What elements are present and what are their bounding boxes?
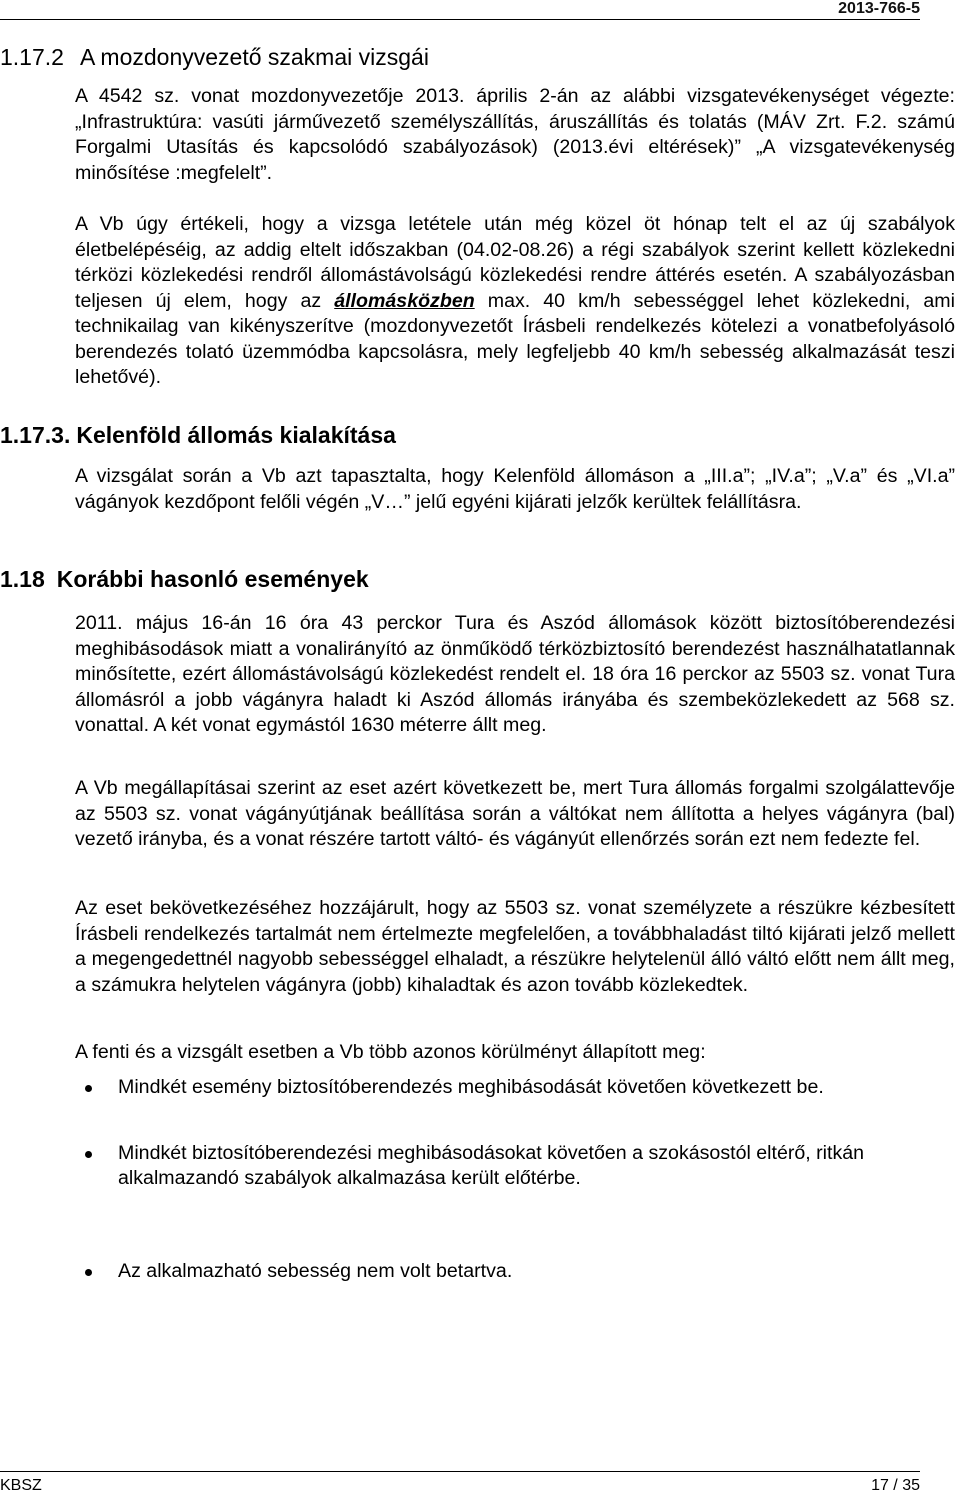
- section-title: Kelenföld állomás kialakítása: [76, 422, 396, 448]
- paragraph-kelenfold: A vizsgálat során a Vb azt tapasztalta, hogy Kelenföld állomáson a „III.a”; „IV.a”; „V.a” és „VI.a” vágányok kezdőpont felőli végén „V…” jelű egyéni kijárati jelzők kerültek felállításra.: [75, 465, 955, 513]
- bullet-icon: [85, 1085, 92, 1092]
- bullet-icon: [85, 1269, 92, 1276]
- paragraph-exam: A 4542 sz. vonat mozdonyvezetője 2013. április 2-án az alábbi vizsgatevékenységet végezte: „Infrastruktúra: vasúti járművezető személyszállítás, áruszállítás és tolatás (MÁV Zrt. F.2. számú Forgalmi Utasítás és kapcsolódó szabályozások) (2013.évi eltérések)” „A vizsgatevékenység minősítése :megfelelt”.: [75, 85, 955, 184]
- section-title: Korábbi hasonló események: [56, 566, 369, 592]
- section-number: 1.17.2: [0, 44, 64, 70]
- section-heading-1-18: [0, 566, 369, 593]
- section-number: 1.18: [0, 566, 45, 592]
- list-item: Az alkalmazható sebesség nem volt betartva.: [75, 1259, 955, 1285]
- section-number: 1.17.3.: [0, 422, 71, 448]
- document-id: 2013-766-5: [838, 0, 920, 17]
- section-title: A mozdonyvezető szakmai vizsgái: [79, 44, 429, 70]
- paragraph-evaluation: [75, 212, 955, 391]
- page-number: 17 / 35: [871, 1477, 920, 1494]
- paragraph-text: max. 40 km/h sebességgel lehet közlekedni, ami technikailag van kikényszerítve (mozdonyvezetőt Írásbeli rendelkezés kötelezi a vonatbefolyásoló berendezés tolató üzemmódba kapcsolásra, mely legfeljebb 40 km/h sebesség alkalmazását teszi lehetővé).: [75, 289, 955, 388]
- footer-organization: KBSZ: [0, 1477, 42, 1494]
- header-rule: [0, 19, 920, 20]
- bullet-icon: [85, 1151, 92, 1158]
- section-heading-1-17-2: [0, 44, 429, 71]
- circumstances-list: [75, 1075, 955, 1282]
- paragraph-common-circumstances: A fenti és a vizsgált esetben a Vb több azonos körülményt állapított meg:: [75, 1041, 706, 1063]
- list-item: Mindkét biztosítóberendezési meghibásodásokat követően a szokásostól eltérő, ritkán alkalmazandó szabályok alkalmazása került előtérbe.: [75, 1141, 955, 1192]
- paragraph-contributing-factors: Az eset bekövetkezéséhez hozzájárult, hogy az 5503 sz. vonat személyzete a részükre kézbesített Írásbeli rendelkezés tartalmát nem értelmezte megfelelően, a továbbhaladást tiltó kijárati jelző mellett a megengedettnél nagyobb sebességgel elhaladt, a részükre helytelenül álló váltó előtt nem állt meg, a számukra helytelen vágányra (jobb) kihaladtak és azon tovább közlekedtek.: [75, 897, 955, 996]
- section-heading-1-17-3: [0, 422, 396, 449]
- footer-rule: [0, 1471, 920, 1472]
- paragraph-2011-incident: 2011. május 16-án 16 óra 43 perckor Tura és Aszód állomások között biztosítóberendezési meghibásodások miatt a vonalirányító az önműködő térközbiztosító berendezést használhatatlannak minősítette, ezért állomástávolságú közlekedést rendelt el. 18 óra 16 perckor az 5503 sz. vonat Tura állomásról a jobb vágányra haladt ki Aszód állomás irányába és szembeközlekedett az 568 sz. vonattal. A két vonat egymástól 1630 méterre állt meg.: [75, 612, 955, 736]
- list-item: Mindkét esemény biztosítóberendezés meghibásodását követően következett be.: [75, 1075, 955, 1101]
- paragraph-text: A Vb úgy értékeli, hogy a vizsga letétele után még közel öt hónap telt el az új szabályok életbelépéséig, az addig eltelt időszakban (04.02-08.26) a régi szabályok szerint kellett közlekedni térközi közlekedési rendről állomástávolságú közlekedési rendre áttérés esetén. A szabályozásban teljesen új elem, hogy az: [75, 213, 955, 312]
- paragraph-findings: A Vb megállapításai szerint az eset azért következett be, mert Tura állomás forgalmi szolgálattevője az 5503 sz. vonat vágányútjának beállítása során a váltókat nem állította a helyes vágányra (bal) vezető irányba, és a vonat részére tartott váltó- és vágányút ellenőrzés során ezt nem fedezte fel.: [75, 777, 955, 850]
- emphasized-term: állomásközben: [334, 289, 475, 312]
